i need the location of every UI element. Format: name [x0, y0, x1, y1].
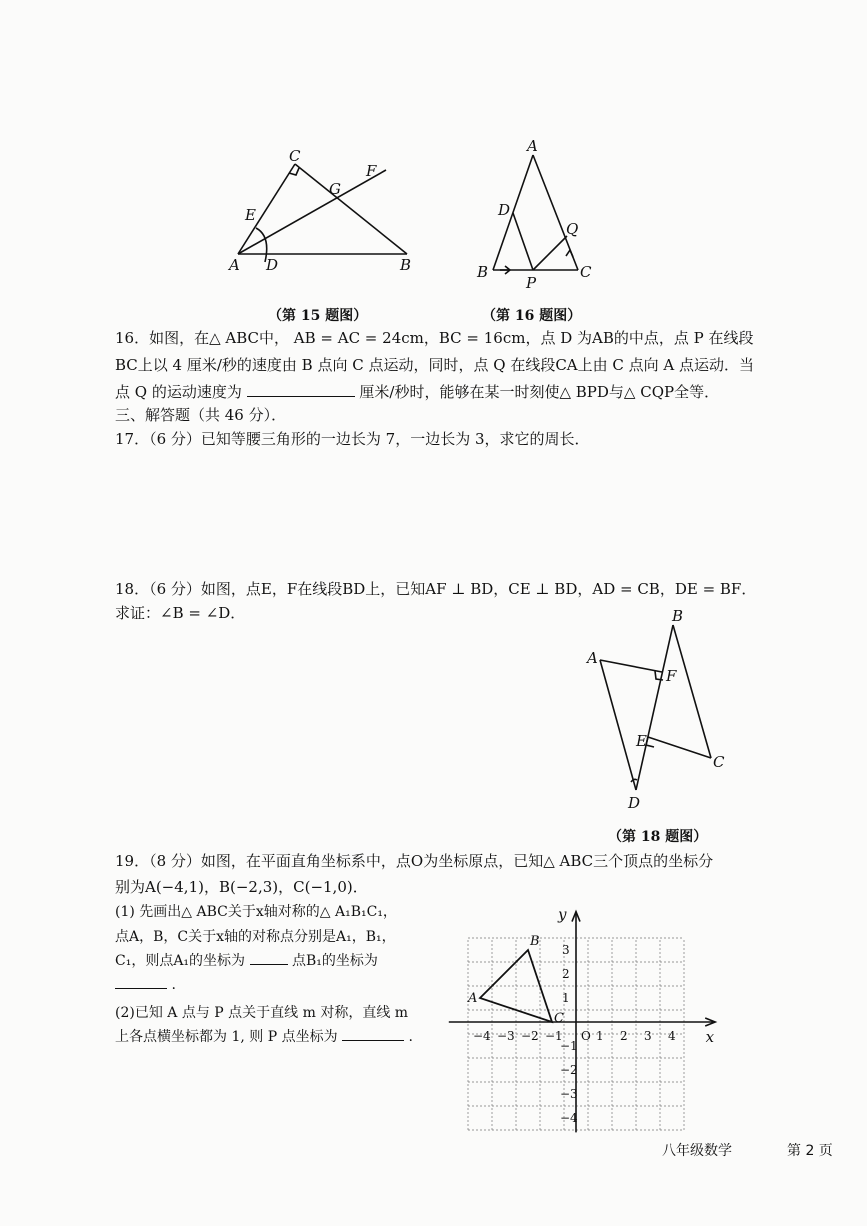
- fig16-label-p: P: [526, 274, 537, 292]
- triangle-abc: [467, 934, 564, 1026]
- q16-line-3-before: 点 Q 的运动速度为: [115, 383, 242, 401]
- fig16-label-d: D: [498, 201, 511, 219]
- fig18-label-a: A: [587, 649, 598, 667]
- q19-line-1: 19．（8 分）如图，在平面直角坐标系中，点O为坐标原点，已知△ ABC三个顶点的坐标分: [115, 852, 714, 870]
- x-tick-label: 2: [620, 1029, 628, 1043]
- fig15-label-a: A: [229, 256, 240, 274]
- q19-part2-line-1: (2)已知 A 点与 P 点关于直线 m 对称，直线 m: [115, 1005, 409, 1021]
- fig15-label-e: E: [245, 206, 256, 224]
- figure-16-caption: （第 16 题图）: [482, 308, 582, 324]
- q16-line-2: BC上以 4 厘米/秒的速度由 B 点向 C 点运动，同时，点 Q 在线段CA上由 C 点向 A 点运动．当: [115, 356, 755, 374]
- fig18-label-c: C: [713, 753, 725, 771]
- point-label-b: B: [530, 934, 540, 949]
- q17-text: 17．（6 分）已知等腰三角形的一边长为 7，一边长为 3，求它的周长．: [115, 430, 590, 448]
- fig16-label-a: A: [527, 137, 538, 155]
- y-tick-label: 2: [562, 967, 570, 981]
- q19-line-2: 别为A(−4,1)，B(−2,3)，C(−1,0)．: [115, 878, 368, 896]
- y-tick-label: 1: [562, 991, 570, 1005]
- y-tick-label: −3: [560, 1087, 578, 1101]
- fig15-label-f: F: [366, 162, 377, 180]
- q16-line-1: 16．如图，在△ ABC中， AB = AC = 24cm，BC = 16cm，点 D 为AB的中点，点 P 在线段: [115, 329, 754, 347]
- point-label-a: A: [468, 991, 478, 1006]
- fig15-label-d: D: [266, 256, 279, 274]
- q19-part1-b1-prompt: 点B₁的坐标为: [291, 953, 378, 969]
- fig18-label-f: F: [666, 667, 677, 685]
- origin-label: O: [581, 1029, 591, 1043]
- x-tick-label: −4: [473, 1029, 491, 1043]
- fig16-label-q: Q: [566, 220, 579, 238]
- fig15-label-g: G: [329, 180, 341, 198]
- x-tick-label: −2: [521, 1029, 539, 1043]
- q19-part1-line-2: 点A，B，C关于x轴的对称点分别是A₁，B₁，: [115, 929, 396, 945]
- footer-page-number: 第 2 页: [787, 1143, 833, 1159]
- fig15-label-b: B: [400, 256, 412, 274]
- q19-part1-end: .: [171, 977, 176, 993]
- q19-part2-end: .: [408, 1029, 413, 1045]
- x-tick-label: 1: [596, 1029, 604, 1043]
- coordinate-axes: [449, 906, 715, 1133]
- q18-line-1: 18．（6 分）如图，点E，F在线段BD上，已知AF ⊥ BD，CE ⊥ BD，AD = CB，DE = BF．: [115, 580, 757, 598]
- q16-line-3-after: 厘米/秒时，能够在某一时刻使△ BPD与△ CQP全等．: [359, 383, 720, 401]
- coordinate-tick-labels: [473, 943, 676, 1125]
- y-tick-label: −4: [560, 1111, 578, 1125]
- point-label-c: C: [554, 1011, 564, 1026]
- section-3-heading: 三、解答题（共 46 分）．: [115, 406, 287, 424]
- y-tick-label: 3: [562, 943, 570, 957]
- x-tick-label: −1: [545, 1029, 563, 1043]
- x-tick-label: −3: [497, 1029, 515, 1043]
- fig18-label-e: E: [636, 732, 647, 750]
- fig18-label-d: D: [628, 794, 641, 812]
- fig16-label-c: C: [580, 263, 592, 281]
- q19-part1-a1-prompt: C₁，则点A₁的坐标为: [115, 953, 246, 969]
- q19-part2-prompt: 上各点横坐标都为 1, 则 P 点坐标为: [115, 1029, 338, 1045]
- fig18-label-b: B: [672, 607, 684, 625]
- footer-subject: 八年级数学: [662, 1143, 732, 1159]
- figure-15-caption: （第 15 题图）: [268, 308, 368, 324]
- x-tick-label: 4: [668, 1029, 676, 1043]
- fig16-label-b: B: [477, 263, 489, 281]
- x-axis-label: x: [705, 1028, 715, 1046]
- figure-18-caption: （第 18 题图）: [608, 829, 708, 845]
- q19-part1-line-1: (1) 先画出△ ABC关于x轴对称的△ A₁B₁C₁，: [115, 904, 397, 920]
- q18-line-2: 求证：∠B = ∠D．: [115, 604, 246, 622]
- fig15-label-c: C: [289, 147, 301, 165]
- x-tick-label: 3: [644, 1029, 652, 1043]
- y-tick-label: −2: [560, 1063, 578, 1077]
- y-axis-label: y: [558, 905, 567, 924]
- y-tick-label: −1: [560, 1039, 578, 1053]
